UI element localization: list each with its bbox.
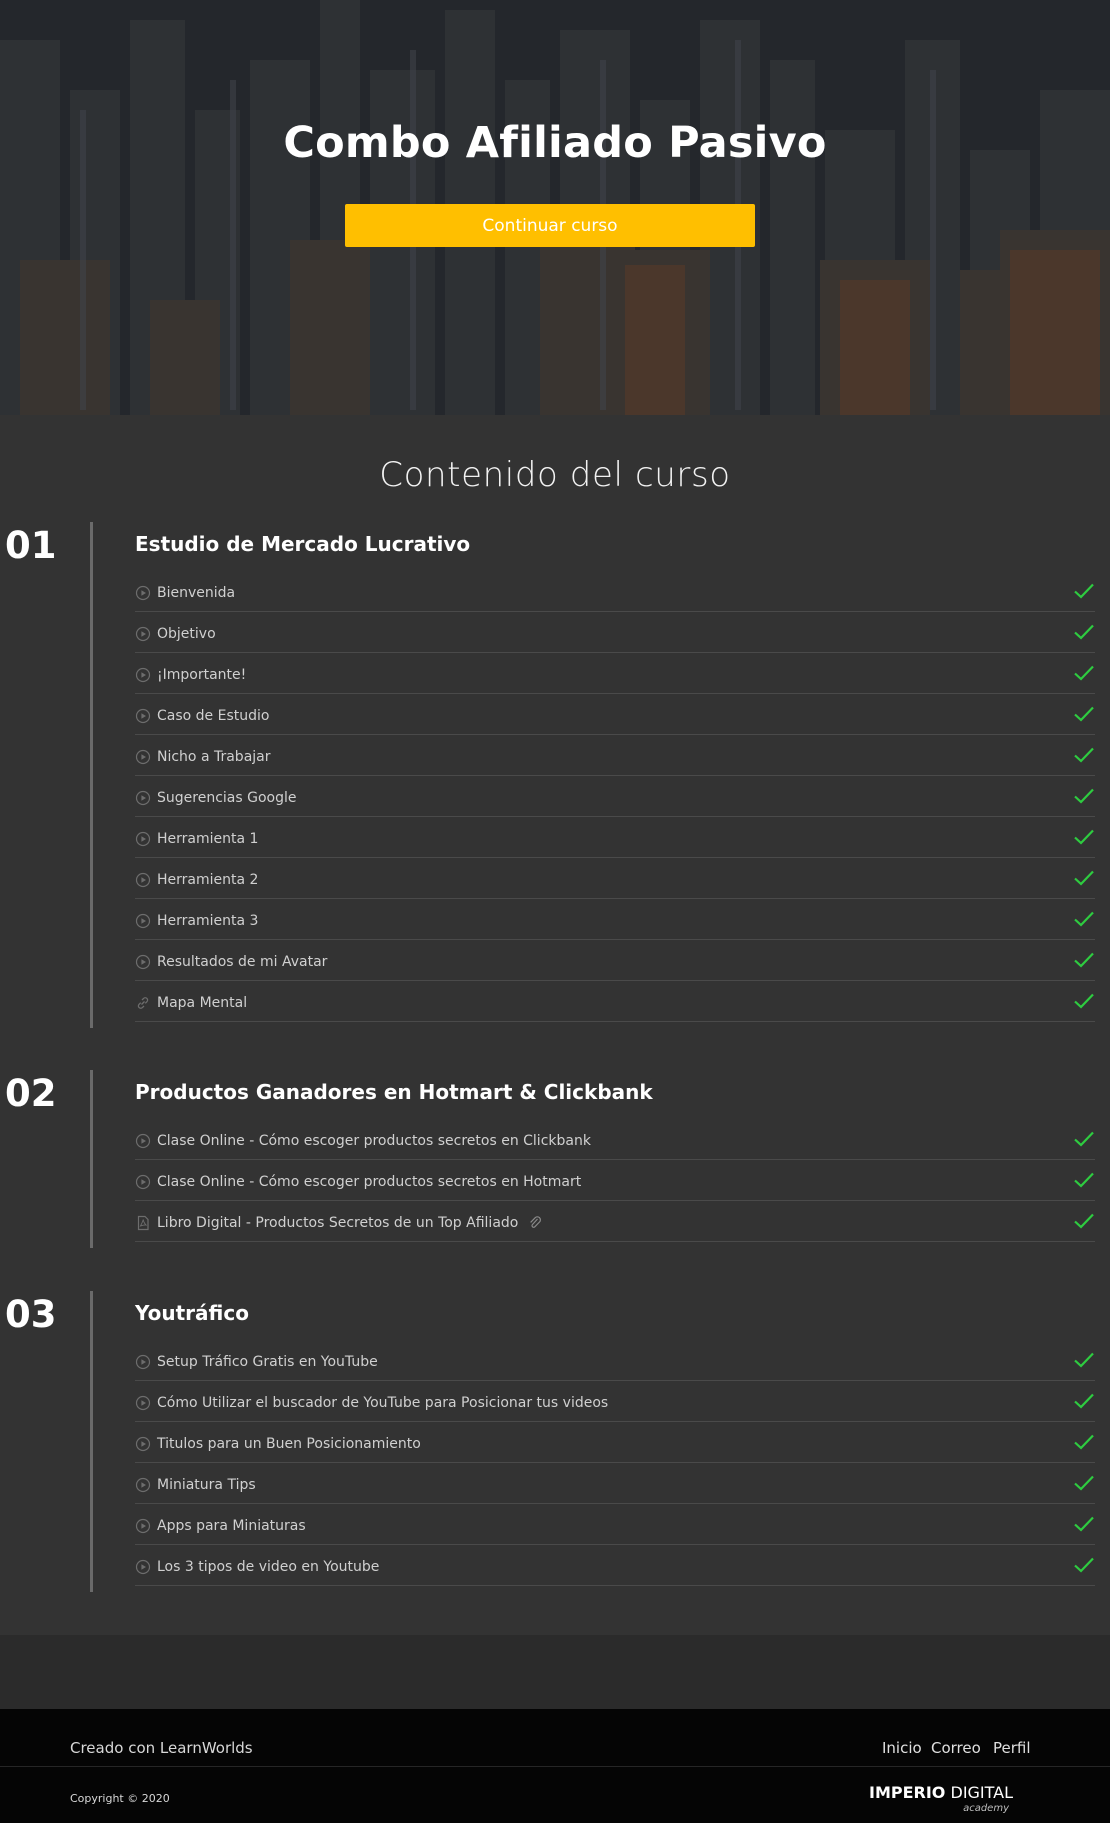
play-icon (135, 872, 151, 888)
check-icon (1073, 746, 1095, 764)
lesson-row[interactable] (135, 736, 1095, 776)
lesson-list (135, 1120, 1095, 1242)
lesson-row[interactable] (135, 1546, 1095, 1586)
lesson-title: Miniatura Tips (157, 1477, 256, 1493)
lesson-title: Objetivo (157, 626, 216, 642)
lesson-title: Herramienta 1 (157, 831, 259, 847)
lesson-row[interactable] (135, 1423, 1095, 1463)
lesson-row[interactable] (135, 900, 1095, 940)
lesson-row[interactable] (135, 982, 1095, 1022)
section-title: Productos Ganadores en Hotmart & Clickbank (135, 1080, 653, 1104)
check-icon (1073, 1212, 1095, 1230)
lesson-row[interactable] (135, 941, 1095, 981)
section-number: 01 (5, 524, 57, 567)
play-icon (135, 1395, 151, 1411)
check-icon (1073, 951, 1095, 969)
lesson-row[interactable] (135, 1341, 1095, 1381)
play-icon (135, 954, 151, 970)
footer-divider (0, 1766, 1110, 1767)
lesson-row[interactable] (135, 818, 1095, 858)
lesson-title: Bienvenida (157, 585, 236, 601)
section-number: 03 (5, 1293, 57, 1336)
footer-link-correo[interactable]: Correo (931, 1739, 981, 1757)
lesson-row[interactable] (135, 1120, 1095, 1160)
lesson-title: Herramienta 2 (157, 872, 259, 888)
section-number: 02 (5, 1072, 57, 1115)
lesson-row[interactable] (135, 1464, 1095, 1504)
section-title: Estudio de Mercado Lucrativo (135, 532, 471, 556)
play-icon (135, 626, 151, 642)
lesson-title: ¡Importante! (157, 667, 247, 683)
check-icon (1073, 1351, 1095, 1369)
pdf-icon (135, 1215, 151, 1231)
lesson-title: Setup Tráfico Gratis en YouTube (157, 1354, 378, 1370)
check-icon (1073, 992, 1095, 1010)
lesson-title: Resultados de mi Avatar (157, 954, 328, 970)
check-icon (1073, 1474, 1095, 1492)
course-title: Combo Afiliado Pasivo (283, 118, 827, 168)
lesson-row[interactable] (135, 613, 1095, 653)
lesson-row[interactable] (135, 777, 1095, 817)
section-divider-line (90, 1070, 93, 1248)
play-icon (135, 708, 151, 724)
play-icon (135, 1518, 151, 1534)
lesson-list (135, 1341, 1095, 1586)
footer-spacer (0, 1635, 1110, 1709)
play-icon (135, 749, 151, 765)
play-icon (135, 1436, 151, 1452)
check-icon (1073, 828, 1095, 846)
lesson-title: Herramienta 3 (157, 913, 259, 929)
site-footer (0, 1709, 1110, 1823)
play-icon (135, 790, 151, 806)
brand-name-bold: IMPERIO (869, 1783, 946, 1802)
paperclip-icon (528, 1215, 542, 1231)
check-icon (1073, 582, 1095, 600)
check-icon (1073, 1171, 1095, 1189)
lesson-row[interactable] (135, 695, 1095, 735)
lesson-title: Clase Online - Cómo escoger productos secretos en Hotmart (157, 1174, 582, 1190)
play-icon (135, 1477, 151, 1493)
lesson-row[interactable] (135, 1505, 1095, 1545)
play-icon (135, 585, 151, 601)
play-icon (135, 1354, 151, 1370)
lesson-title: Caso de Estudio (157, 708, 270, 724)
play-icon (135, 913, 151, 929)
lesson-title: Cómo Utilizar el buscador de YouTube para Posicionar tus videos (157, 1395, 609, 1411)
play-icon (135, 1133, 151, 1149)
section-title: Youtráfico (135, 1301, 249, 1325)
check-icon (1073, 1392, 1095, 1410)
lesson-list (135, 572, 1095, 1022)
lesson-row[interactable] (135, 1202, 1095, 1242)
check-icon (1073, 787, 1095, 805)
lesson-row[interactable] (135, 572, 1095, 612)
hero-banner (0, 0, 1110, 415)
play-icon (135, 667, 151, 683)
check-icon (1073, 1130, 1095, 1148)
course-content-heading: Contenido del curso (379, 455, 731, 495)
check-icon (1073, 623, 1095, 641)
lesson-title: Libro Digital - Productos Secretos de un Top Afiliado (157, 1215, 519, 1231)
check-icon (1073, 1556, 1095, 1574)
footer-link-inicio[interactable]: Inicio (882, 1739, 922, 1757)
brand-subtitle: academy (963, 1803, 1009, 1814)
lesson-title: Sugerencias Google (157, 790, 297, 806)
check-icon (1073, 869, 1095, 887)
check-icon (1073, 910, 1095, 928)
lesson-title: Mapa Mental (157, 995, 248, 1011)
lesson-title: Nicho a Trabajar (157, 749, 271, 765)
lesson-title: Apps para Miniaturas (157, 1518, 306, 1534)
lesson-row[interactable] (135, 859, 1095, 899)
check-icon (1073, 705, 1095, 723)
continue-course-button[interactable]: Continuar curso (345, 204, 755, 247)
play-icon (135, 1559, 151, 1575)
lesson-row[interactable] (135, 1161, 1095, 1201)
lesson-title: Titulos para un Buen Posicionamiento (157, 1436, 421, 1452)
play-icon (135, 831, 151, 847)
brand-logo (869, 1783, 1014, 1817)
made-with-text[interactable]: Creado con LearnWorlds (70, 1739, 253, 1757)
section-divider-line (90, 1291, 93, 1592)
lesson-title: Los 3 tipos de video en Youtube (157, 1559, 380, 1575)
section-divider-line (90, 522, 93, 1028)
play-icon (135, 1174, 151, 1190)
brand-name-rest: DIGITAL (945, 1783, 1014, 1802)
check-icon (1073, 1515, 1095, 1533)
footer-link-perfil[interactable]: Perfil (993, 1739, 1031, 1757)
link-icon (135, 995, 151, 1011)
check-icon (1073, 1433, 1095, 1451)
check-icon (1073, 664, 1095, 682)
lesson-row[interactable] (135, 654, 1095, 694)
lesson-row[interactable] (135, 1382, 1095, 1422)
lesson-title: Clase Online - Cómo escoger productos secretos en Clickbank (157, 1133, 591, 1149)
copyright-text: Copyright © 2020 (70, 1792, 170, 1805)
